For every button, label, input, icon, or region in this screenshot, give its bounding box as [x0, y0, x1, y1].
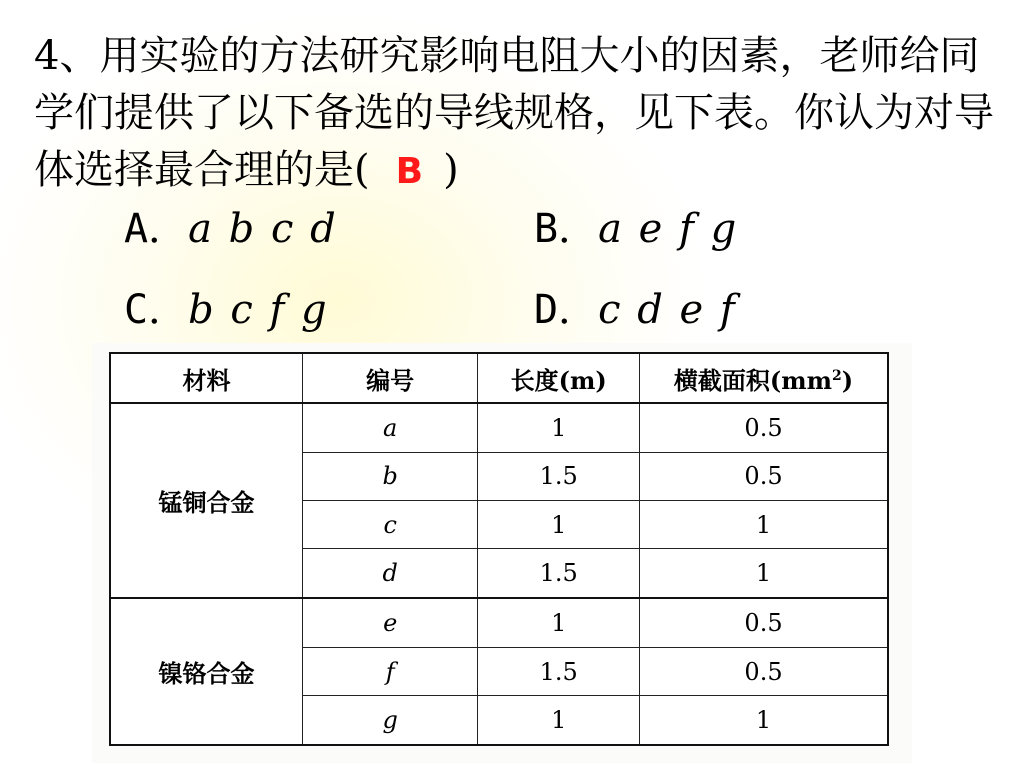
- option-d-letter: D．: [534, 287, 599, 333]
- cell-length: 1: [478, 403, 640, 452]
- option-a-value: a b c d: [188, 206, 338, 252]
- cell-code: f: [302, 647, 477, 695]
- option-c-letter: C．: [124, 287, 189, 333]
- header-material: 材料: [110, 353, 302, 403]
- cell-code: c: [302, 501, 477, 549]
- cell-length: 1.5: [478, 452, 640, 500]
- cell-code: d: [302, 549, 477, 598]
- question-text: [34, 28, 994, 200]
- option-c[interactable]: [124, 287, 329, 333]
- option-a-letter: A．: [124, 206, 189, 252]
- cell-code: b: [302, 452, 477, 500]
- option-d-value: c d e f: [598, 287, 737, 333]
- cell-code: a: [302, 403, 477, 452]
- header-area: [640, 353, 888, 403]
- cell-area: 1: [640, 501, 888, 549]
- header-length: 长度(m): [478, 353, 640, 403]
- cell-area: 1: [640, 549, 888, 598]
- header-area-label: 横截面积(mm: [673, 365, 833, 395]
- cell-length: 1.5: [478, 647, 640, 695]
- option-a[interactable]: [124, 206, 338, 252]
- table-row: [110, 598, 888, 647]
- question-close: ): [443, 147, 459, 193]
- option-c-value: b c f g: [188, 287, 329, 333]
- cell-length: 1: [478, 501, 640, 549]
- cell-code: g: [302, 696, 477, 745]
- cell-area: 0.5: [640, 598, 888, 647]
- header-area-close: ): [841, 365, 854, 395]
- question-body: 4、用实验的方法研究影响电阻大小的因素，老师给同学们提供了以下备选的导线规格，见下表。你认为对导体选择最合理的是(: [34, 33, 994, 193]
- header-code: 编号: [302, 353, 477, 403]
- option-b-value: a e f g: [598, 206, 739, 252]
- answer-mark: B: [395, 151, 424, 192]
- cell-area: 0.5: [640, 403, 888, 452]
- option-b[interactable]: [534, 206, 738, 252]
- option-b-letter: B．: [534, 206, 599, 252]
- cell-code: e: [302, 598, 477, 647]
- cell-length: 1.5: [478, 549, 640, 598]
- wire-spec-table: [109, 352, 889, 746]
- material-manganin: 锰铜合金: [110, 403, 302, 598]
- table-row: [110, 403, 888, 452]
- header-area-sup: 2: [832, 367, 842, 384]
- cell-length: 1: [478, 598, 640, 647]
- cell-area: 0.5: [640, 647, 888, 695]
- cell-length: 1: [478, 696, 640, 745]
- table-header-row: [110, 353, 888, 403]
- cell-area: 1: [640, 696, 888, 745]
- option-d[interactable]: [534, 287, 737, 333]
- material-nichrome: 镍铬合金: [110, 598, 302, 745]
- cell-area: 0.5: [640, 452, 888, 500]
